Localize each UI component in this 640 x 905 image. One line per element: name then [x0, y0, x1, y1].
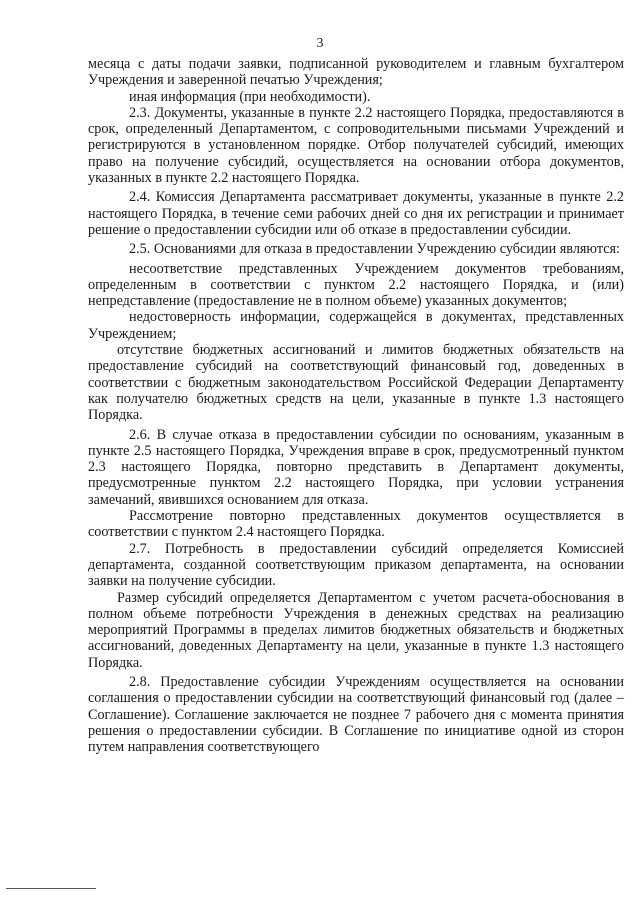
page-number: 3	[316, 36, 324, 51]
paragraph-2-4: 2.4. Комиссия Департамента рассматривает документы, указанные в пункте 2.2 настоящего Порядка, в течение семи рабочих дней со дня их регистрации и принимает решение о предоставлении субсидии или об отказе в предоставлении субсидии.	[88, 189, 624, 238]
paragraph-2-3: 2.3. Документы, указанные в пункте 2.2 настоящего Порядка, предоставляются в срок, определенный Департаментом, с сопроводительными письмами Учреждений и регистрируются в установленном порядке. Отбор получателей субсидий, имеющих право на получение субсидий, осуществляется на основании отбора документов, указанных в пункте 2.2 настоящего Порядка.	[88, 104, 624, 187]
paragraph-resubmission: Рассмотрение повторно представленных документов осуществляется в соответствии с пунктом 2.4 настоящего Порядка.	[88, 508, 624, 541]
paragraph-2-7: 2.7. Потребность в предоставлении субсидий определяется Комиссией департамента, созданной соответствующим приказом департамента, на основании заявки на получение субсидии.	[88, 540, 624, 590]
paragraph-refusal-reason-3: отсутствие бюджетных ассигнований и лимитов бюджетных обязательств на предоставление субсидий на соответствующий финансовый год, доведенных в соответствии с бюджетным законодательством Российской Федерации Департаменту как получателю бюджетных средств на цели, указанные в пункте 1.3 настоящего Порядка.	[88, 342, 624, 424]
footer-rule	[6, 888, 96, 889]
paragraph-2-5: 2.5. Основаниями для отказа в предоставлении Учреждению субсидии являются:	[129, 241, 620, 258]
paragraph-2-6: 2.6. В случае отказа в предоставлении субсидии по основаниям, указанным в пункте 2.5 настоящего Порядка, Учреждения вправе в срок, предусмотренный пунктом 2.3 настоящего Порядка, повторно представить в Департамент документы, предусмотренные пунктом 2.2 настоящего Порядка, при условии устранения замечаний, явившихся основанием для отказа.	[88, 426, 624, 508]
paragraph-refusal-reason-1: несоответствие представленных Учреждением документов требованиям, определенным в соответствии с пунктом 2.2 настоящего Порядка, и (или) непредставление (предоставление не в полном объеме) указанных документов;	[88, 260, 624, 310]
paragraph-2-8: 2.8. Предоставление субсидии Учреждениям осуществляется на основании соглашения о предоставлении субсидии на соответствующий финансовый год (далее – Соглашение). Соглашение заключается не позднее 7 рабочего дня с момента принятия решения о предоставлении субсидии. В Соглашение по инициативе одной из сторон путем направления соответствующего	[88, 673, 624, 756]
document-body	[88, 56, 624, 755]
paragraph-other-info: иная информация (при необходимости).	[129, 88, 371, 105]
paragraph-continuation: месяца с даты подачи заявки, подписанной руководителем и главным бухгалтером Учреждения и заверенной печатью Учреждения;	[88, 56, 624, 89]
paragraph-refusal-reason-2: недостоверность информации, содержащейся в документах, представленных Учреждением;	[88, 309, 624, 342]
paragraph-subsidy-size: Размер субсидий определяется Департаментом с учетом расчета-обоснования в полном объеме потребности Учреждения в денежных средствах на реализацию мероприятий Программы в пределах лимитов бюджетных обязательств и бюджетных ассигнований, доведенных Департаменту на цели, указанные в пункте 1.3 настоящего Порядка.	[88, 589, 624, 671]
